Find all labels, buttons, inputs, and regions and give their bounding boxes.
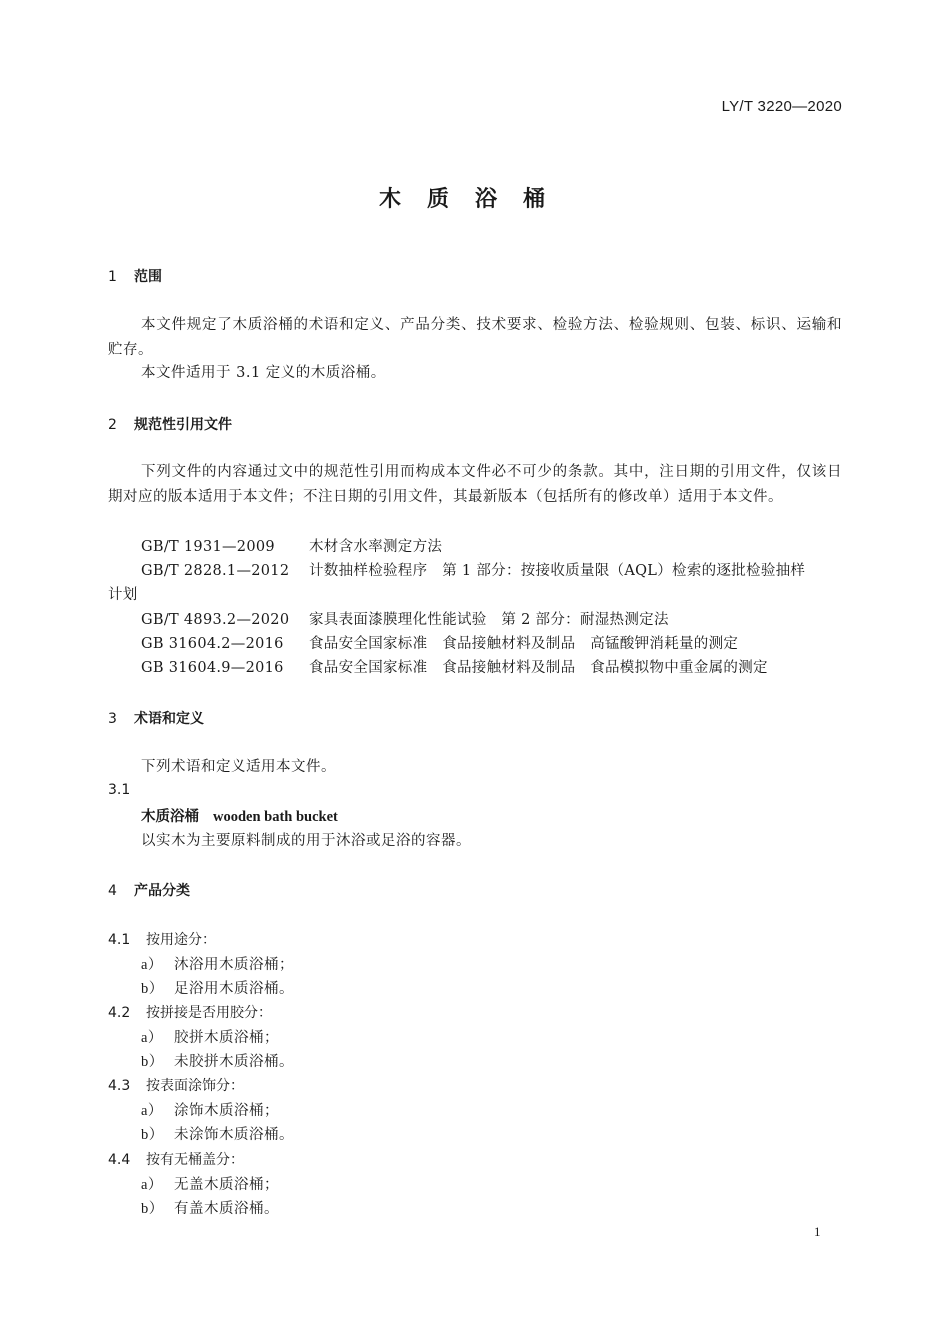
list-marker: a） [141,957,163,973]
clause-title: 按有无桶盖分： [146,1152,244,1168]
reference-item [141,632,756,653]
page-number: 1 [814,1224,821,1239]
term-heading [141,805,338,826]
reference-continuation: 计划 [108,587,138,603]
term-definition: 以实木为主要原料制成的用于沐浴或足浴的容器。 [141,833,471,849]
list-text: 沐浴用木质浴桶； [174,957,294,973]
reference-code: GB 31604.2—2016 [141,636,284,652]
list-marker: a） [141,1177,163,1193]
clause-number: 4.3 [108,1078,131,1094]
list-item [141,1050,294,1071]
clause-number: 4.1 [108,932,131,948]
list-item [141,1197,279,1218]
reference-code: GB/T 1931—2009 [141,539,275,555]
reference-item [141,535,460,556]
reference-title: 木材含水率测定方法 [309,539,443,555]
reference-code: GB 31604.9—2016 [141,660,284,676]
reference-code: GB/T 4893.2—2020 [141,612,290,628]
section-3-paragraph-1: 下列术语和定义适用本文件。 [141,759,336,775]
document-title: 木质浴桶 [378,187,571,212]
section-title: 范围 [134,269,162,285]
reference-title: 家具表面漆膜理化性能试验 第 2 部分：耐湿热测定法 [309,612,669,628]
standard-code: LY/T 3220—2020 [721,98,842,115]
section-title: 术语和定义 [134,711,204,727]
clause-title: 按拼接是否用胶分： [146,1005,272,1021]
clause-number: 4.2 [108,1005,131,1021]
section-1-paragraph-1: 本文件规定了木质浴桶的术语和定义、产品分类、技术要求、检验方法、检验规则、包装、标识、运输和贮存。 [108,317,842,358]
section-1-paragraph-2: 本文件适用于 3.1 定义的木质浴桶。 [141,365,386,381]
clause-heading [108,1002,272,1022]
section-number: 2 [108,417,117,433]
list-text: 足浴用木质浴桶。 [174,981,294,997]
list-item [141,1173,279,1194]
list-marker: b） [141,981,164,997]
list-item [141,1099,279,1120]
term-english: wooden bath bucket [213,809,338,825]
term-number: 3.1 [108,782,131,798]
list-marker: b） [141,1054,164,1070]
reference-title: 食品安全国家标准 食品接触材料及制品 高锰酸钾消耗量的测定 [309,636,739,652]
list-marker: b） [141,1201,164,1217]
section-3-heading [108,708,204,728]
section-number: 1 [108,269,117,285]
reference-title: 食品安全国家标准 食品接触材料及制品 食品模拟物中重金属的测定 [309,660,768,676]
list-marker: a） [141,1103,163,1119]
clause-heading [108,1075,244,1095]
reference-code: GB/T 2828.1—2012 [141,563,290,579]
list-item [141,1026,279,1047]
section-title: 规范性引用文件 [134,417,232,433]
section-1-heading [108,266,162,286]
list-text: 无盖木质浴桶； [174,1177,279,1193]
reference-item [141,656,786,677]
clause-title: 按用途分： [146,932,216,948]
section-number: 3 [108,711,117,727]
clause-title: 按表面涂饰分： [146,1078,244,1094]
section-number: 4 [108,883,117,899]
list-text: 有盖木质浴桶。 [174,1201,279,1217]
clause-heading [108,1149,244,1169]
reference-title: 计数抽样检验程序 第 1 部分：按接收质量限（AQL）检索的逐批检验抽样 [309,563,806,579]
section-2-paragraph-1: 下列文件的内容通过文中的规范性引用而构成本文件必不可少的条款。其中，注日期的引用文件，仅该日期对应的版本适用于本文件；不注日期的引用文件，其最新版本（包括所有的修改单）适用于本文件。 [108,464,842,505]
clause-heading [108,929,216,949]
reference-item [141,608,687,629]
list-text: 未胶拼木质浴桶。 [174,1054,294,1070]
list-marker: b） [141,1127,164,1143]
list-text: 涂饰木质浴桶； [174,1103,279,1119]
section-2-heading [108,414,232,434]
list-item [141,953,294,974]
list-text: 未涂饰木质浴桶。 [174,1127,294,1143]
section-title: 产品分类 [134,883,190,899]
list-text: 胶拼木质浴桶； [174,1030,279,1046]
list-item [141,977,294,998]
reference-item [141,559,823,580]
section-4-heading [108,880,190,900]
list-item [141,1123,294,1144]
clause-number: 4.4 [108,1152,131,1168]
term-chinese: 木质浴桶 [141,808,199,825]
list-marker: a） [141,1030,163,1046]
